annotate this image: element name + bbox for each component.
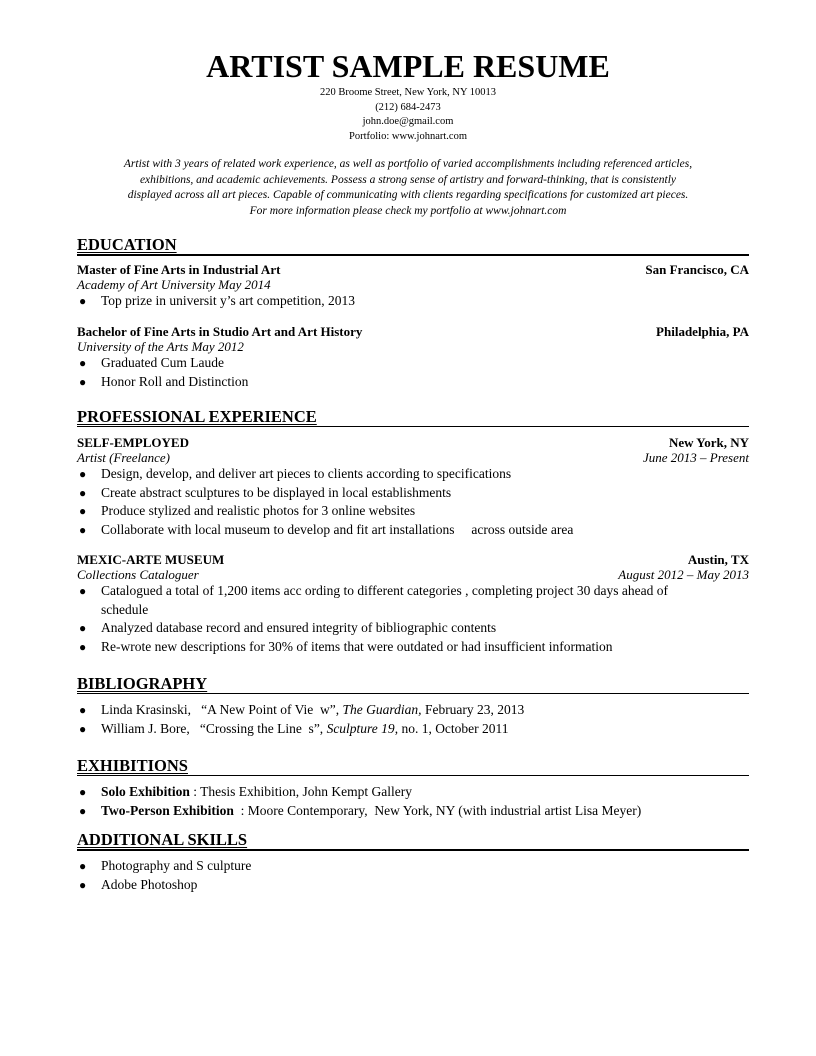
bullet-text: Honor Roll and Distinction [101,373,249,389]
bullet-text: Photography and S culpture [101,858,252,873]
exhibition-type: Two-Person Exhibition [101,802,234,818]
list-item [77,502,749,521]
citation-details: February 23, 2013 [424,702,525,717]
degree: Master of Fine Arts in Industrial Art [77,262,281,277]
section-title: BIBLIOGRAPHY [77,674,208,693]
section-title: EXHIBITIONS [77,756,188,775]
education-bullets [77,292,749,311]
list-item [77,292,749,311]
list-item [77,521,749,540]
contact-block [0,86,816,144]
employer: MEXIC-ARTE MUSEUM [77,552,225,567]
summary-line: Artist with 3 years of related work experience, as well as portfolio of varied accomplishments including referenced articles, [123,158,693,170]
bullet-icon: ● [79,877,87,892]
section-heading-skills [77,831,749,851]
list-item [77,354,749,373]
resume-title: ARTIST SAMPLE RESUME [206,48,610,84]
bullet-icon: ● [79,721,87,736]
bullet-text: Adobe Photoshop [101,876,198,892]
list-item [77,619,801,638]
location: Austin, TX [687,552,749,567]
bullet-text: Catalogued a total of 1,200 items acc ording to different categories , completing project 30 days ahead of schedule [101,583,668,617]
bullet-icon: ● [79,485,87,500]
bullet-text: Produce stylized and realistic photos for 3 online websites [101,503,416,518]
bullet-icon: ● [79,374,87,389]
bullet-text: Analyzed database record and ensured integrity of bibliographic contents [101,620,497,635]
list-item [77,373,749,392]
section-title: EDUCATION [77,235,177,254]
exhibitions-list [77,783,749,820]
list-item [77,638,801,657]
section-heading-experience [77,408,749,427]
employer: SELF-EMPLOYED [77,435,189,450]
publication: The Guardian, [342,702,422,717]
bullet-text: Collaborate with local museum to develop and fit art installations across outside area [101,521,574,537]
section-heading-education [77,236,749,256]
dates: June 2013 – Present [642,450,749,465]
bullet-icon: ● [79,621,87,635]
citation-details: , no. 1, October 2011 [394,720,509,736]
article-title: “A New Point of Vie w”, [201,702,340,717]
experience-entry-header [77,435,749,450]
location: San Francisco, CA [645,262,749,277]
role: Artist (Freelance) [77,450,171,465]
location: Philadelphia, PA [656,324,749,339]
exhibition-type: Solo Exhibition [101,784,190,799]
education-entry-school [77,339,749,354]
summary-line: displayed across all art pieces. Capable of communicating with clients regarding specifications for customized art pieces. [127,189,689,201]
portfolio-link: Portfolio: www.johnart.com [348,130,467,142]
bullet-text: Top prize in universit y’s art competition, 2013 [101,293,356,308]
experience-entry-role [77,450,749,465]
school: University of the Arts May 2012 [77,339,244,354]
education-bullets [77,354,749,391]
bullet-icon: ● [79,356,87,370]
bullet-icon: ● [79,703,87,717]
bullet-icon: ● [79,639,87,654]
bullet-text: Re-wrote new descriptions for 30% of items that were outdated or had insufficient information [101,638,613,654]
address: 220 Broome Street, New York, NY 10013 [319,87,497,98]
bullet-icon: ● [79,785,87,799]
list-item [77,582,697,619]
bibliography-list [77,701,749,738]
bullet-icon: ● [79,504,87,518]
experience-bullets [77,465,749,539]
article-title: “Crossing the Line s”, [199,720,324,736]
author: William J. Bore, [101,720,190,736]
bullet-icon: ● [79,584,87,598]
summary-line: For more information please check my portfolio at www.johnart.com [249,204,567,217]
role: Collections Cataloguer [77,567,199,582]
phone: (212) 684-2473 [375,101,441,113]
experience-entry-header [77,552,749,567]
list-item [77,701,749,720]
section-title: ADDITIONAL SKILLS [77,830,248,849]
dates: August 2012 – May 2013 [618,567,749,582]
exhibition-details: : Moore Contemporary, New York, NY (with industrial artist Lisa Meyer) [233,802,642,818]
experience-bullets [77,582,697,656]
exhibition-details: : Thesis Exhibition, John Kempt Gallery [189,784,413,799]
publication: Sculpture 19 [326,720,395,736]
list-item [77,857,749,876]
degree: Bachelor of Fine Arts in Studio Art and Art History [77,324,363,339]
list-item [77,876,749,895]
education-entry-header [77,262,749,277]
bullet-text: Design, develop, and deliver art pieces to clients according to specifications [101,466,512,481]
bullet-icon: ● [79,803,87,818]
bullet-icon: ● [79,859,87,873]
author: Linda Krasinski, [101,702,191,717]
section-title: PROFESSIONAL EXPERIENCE [77,407,317,426]
list-item [77,720,749,739]
education-entry-school [77,277,749,292]
location: New York, NY [668,435,749,450]
list-item [77,484,749,503]
bullet-icon: ● [79,522,87,537]
list-item [77,465,749,484]
education-entry-header [77,324,749,339]
list-item [77,802,749,821]
bullet-icon: ● [79,467,87,481]
summary-paragraph [70,157,746,219]
bullet-text: Create abstract sculptures to be displayed in local establishments [101,484,452,500]
summary-line: exhibitions, and academic achievements. Possess a strong sense of artistry and forward-thinking, that is consistently [139,173,677,186]
section-heading-bibliography [77,675,749,694]
skills-list [77,857,749,894]
experience-entry-role [77,567,749,582]
section-heading-exhibitions [77,757,749,776]
list-item [77,783,749,802]
school: Academy of Art University May 2014 [77,277,271,292]
bullet-text: Graduated Cum Laude [101,355,224,370]
email: john.doe@gmail.com [362,116,454,127]
bullet-icon: ● [79,294,87,308]
